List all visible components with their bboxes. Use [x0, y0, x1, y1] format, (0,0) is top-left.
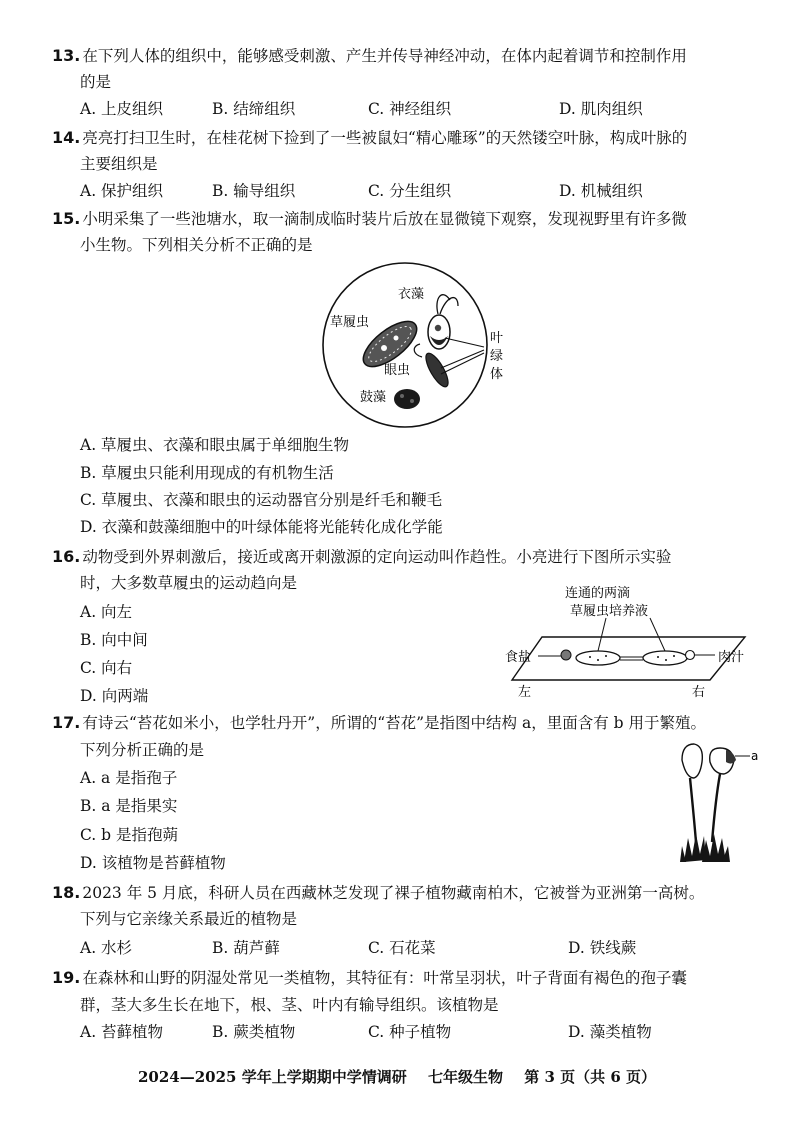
label-desmid: 鼓藻	[360, 390, 387, 405]
option-c[interactable]: C. 分生组织	[368, 182, 452, 200]
question-number: 18.	[52, 883, 81, 902]
question-stem-continued: 下列与它亲缘关系最近的植物是	[80, 910, 298, 928]
option-b[interactable]: B. a 是指果实	[80, 797, 178, 815]
option-d[interactable]: D. 铁线蕨	[568, 939, 637, 957]
glass-slide	[512, 637, 745, 680]
salt-grain	[561, 650, 571, 660]
option-c[interactable]: C. b 是指孢蒴	[80, 826, 179, 844]
question-stem: 有诗云“苔花如米小，也学牡丹开”，所谓的“苔花”是指图中结构 a，里面含有 b 用于繁殖。	[82, 714, 706, 732]
option-c[interactable]: C. 种子植物	[368, 1023, 452, 1041]
question-stem-continued: 的是	[80, 73, 112, 91]
option-b[interactable]: B. 输导组织	[212, 182, 296, 200]
meat-juice-drop	[686, 651, 695, 660]
option-c[interactable]: C. 向右	[80, 659, 133, 677]
option-c[interactable]: C. 神经组织	[368, 100, 452, 118]
left-culture-drop	[576, 651, 620, 665]
option-d[interactable]: D. 机械组织	[559, 182, 643, 200]
question-stem: 小明采集了一些池塘水，取一滴制成临时装片后放在显微镜下观察，发现视野里有许多微	[82, 210, 687, 228]
label-chloroplast-3: 体	[490, 367, 504, 382]
right-stalk	[712, 774, 720, 842]
question-17	[52, 709, 764, 737]
label-left: 左	[518, 685, 532, 700]
question-stem: 在下列人体的组织中，能够感受刺激、产生并传导神经冲动，在体内起着调节和控制作用	[82, 47, 687, 65]
question-stem: 动物受到外界刺激后，接近或离开刺激源的定向运动叫作趋性。小亮进行下图所示实验	[82, 548, 672, 566]
question-stem-continued: 小生物。下列相关分析不正确的是	[80, 236, 313, 254]
option-a[interactable]: A. 草履虫、衣藻和眼虫属于单细胞生物	[80, 436, 350, 454]
question-stem-continued: 主要组织是	[80, 155, 158, 173]
question-stem-continued: 时，大多数草履虫的运动趋向是	[80, 574, 298, 592]
label-chloroplast-1: 叶	[490, 331, 504, 346]
label-salt: 食盐	[505, 650, 532, 665]
question-16	[52, 543, 764, 571]
label-paramecium: 草履虫	[330, 315, 370, 330]
question-stem-continued: 下列分析正确的是	[80, 741, 205, 759]
question-18	[52, 879, 764, 907]
question-stem: 在森林和山野的阴湿处常见一类植物，其特征有：叶常呈羽状，叶子背面有褐色的孢子囊	[82, 969, 687, 987]
label-euglena: 眼虫	[384, 363, 411, 378]
label-meat-juice: 肉汁	[718, 650, 745, 665]
question-stem: 亮亮打扫卫生时，在桂花树下捡到了一些被鼠妇“精心雕琢”的天然镂空叶脉，构成叶脉的	[82, 129, 688, 147]
option-d[interactable]: D. 向两端	[80, 687, 149, 705]
question-number: 14.	[52, 128, 81, 147]
microscope-field-figure	[300, 262, 530, 430]
footer-subject: 七年级生物	[427, 1068, 503, 1086]
question-number: 19.	[52, 968, 81, 987]
moss-plant-figure	[672, 738, 764, 864]
option-a[interactable]: A. a 是指孢子	[80, 769, 178, 787]
question-stem-continued: 群，茎大多生长在地下，根、茎、叶内有输导组织。该植物是	[80, 996, 499, 1014]
question-19	[52, 964, 764, 992]
option-b[interactable]: B. 结缔组织	[212, 100, 296, 118]
label-a: a	[751, 749, 759, 763]
option-a[interactable]: A. 苔藓植物	[80, 1023, 164, 1041]
question-number: 16.	[52, 547, 81, 566]
option-a[interactable]: A. 向左	[80, 603, 133, 621]
option-a[interactable]: A. 上皮组织	[80, 100, 164, 118]
option-a[interactable]: A. 保护组织	[80, 182, 164, 200]
question-stem: 2023 年 5 月底，科研人员在西藏林芝发现了裸子植物藏南柏木，它被誉为亚洲第一高树。	[82, 884, 705, 902]
moss-leaves	[680, 834, 730, 862]
desmid-drawing	[394, 389, 420, 409]
option-c[interactable]: C. 草履虫、衣藻和眼虫的运动器官分别是纤毛和鞭毛	[80, 491, 443, 509]
footer-page-number: 第 3 页（共 6 页）	[524, 1068, 656, 1086]
option-a[interactable]: A. 水杉	[80, 939, 133, 957]
question-number: 13.	[52, 46, 81, 65]
option-d[interactable]: D. 该植物是苔藓植物	[80, 854, 226, 872]
question-number: 15.	[52, 209, 81, 228]
label-top-2: 草履虫培养液	[570, 604, 649, 619]
option-b[interactable]: B. 葫芦藓	[212, 939, 280, 957]
question-14	[52, 124, 764, 152]
label-top-1: 连通的两滴	[565, 586, 631, 601]
label-right: 右	[692, 685, 706, 700]
option-d[interactable]: D. 衣藻和鼓藻细胞中的叶绿体能将光能转化成化学能	[80, 518, 443, 536]
label-chloroplast-2: 绿	[490, 349, 504, 364]
right-culture-drop	[643, 651, 687, 665]
option-c[interactable]: C. 石花菜	[368, 939, 436, 957]
option-b[interactable]: B. 向中间	[80, 631, 148, 649]
option-d[interactable]: D. 肌肉组织	[559, 100, 643, 118]
question-13	[52, 42, 764, 70]
option-d[interactable]: D. 藻类植物	[568, 1023, 652, 1041]
page-footer	[0, 1066, 794, 1087]
option-b[interactable]: B. 草履虫只能利用现成的有机物生活	[80, 464, 334, 482]
paramecium-experiment-figure	[500, 582, 770, 702]
label-yizao: 衣藻	[398, 287, 425, 302]
footer-exam-title: 2024—2025 学年上学期期中学情调研	[138, 1068, 407, 1086]
question-number: 17.	[52, 713, 81, 732]
question-15	[52, 205, 764, 233]
option-b[interactable]: B. 蕨类植物	[212, 1023, 296, 1041]
left-stalk	[690, 778, 696, 842]
left-capsule	[682, 744, 702, 778]
